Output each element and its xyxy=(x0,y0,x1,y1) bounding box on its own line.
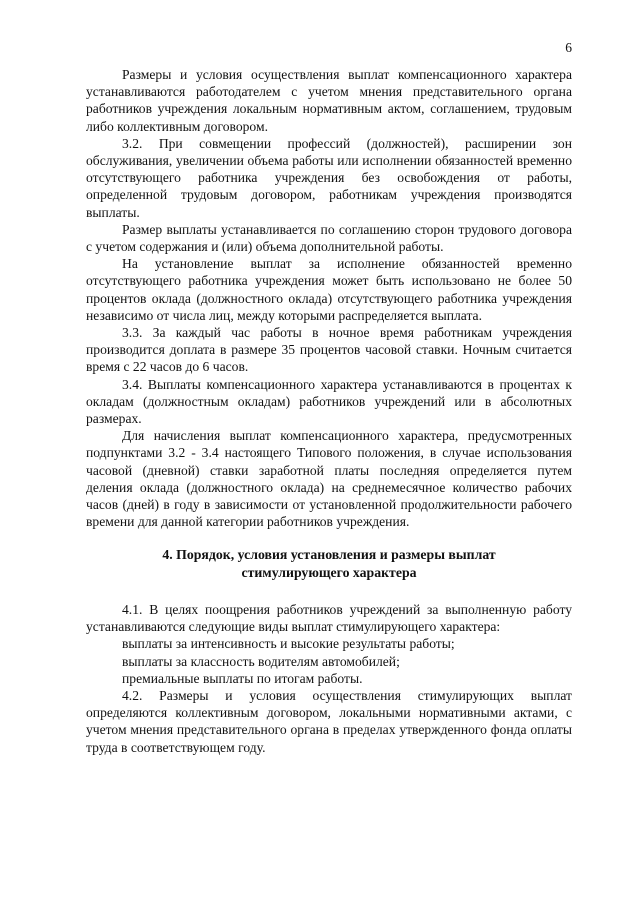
paragraph-payment-size: Размер выплаты устанавливается по соглашению сторон трудового договора с учетом содержания и (или) объема дополнительной работы. xyxy=(86,221,572,255)
paragraph-hourly-rate: Для начисления выплат компенсационного характера, предусмотренных подпунктами 3.2 - 3.4 настоящего Типового положения, в случае использования часовой (дневной) ставки заработной платы последняя определяется путем деления оклада (должностного оклада) на среднемесячное количество рабочих часов (дней) в году в зависимости от установленной продолжительности рабочего времени для данной категории работников учреждения. xyxy=(86,428,572,530)
paragraph-compensation-conditions: Размеры и условия осуществления выплат компенсационного характера устанавливаются работодателем с учетом мнения представительного органа работников учреждения локальным нормативным актом, соглашением, трудовым либо коллективным договором. xyxy=(86,67,572,134)
list-item-driver-class: выплаты за классность водителям автомобилей; xyxy=(122,653,400,669)
section-4-heading-line-1: 4. Порядок, условия установления и размеры выплат xyxy=(162,547,496,563)
paragraph-3-4: 3.4. Выплаты компенсационного характера устанавливаются в процентах к окладам (должностным окладам) работников учреждений или в абсолютных размерах. xyxy=(86,376,572,427)
section-4-heading xyxy=(86,546,572,580)
section-4-heading-line-2: стимулирующего характера xyxy=(241,564,417,580)
list-item-intensity: выплаты за интенсивность и высокие результаты работы; xyxy=(122,636,455,652)
paragraph-3-3: 3.3. За каждый час работы в ночное время работникам учреждения производится доплата в размере 35 процентов часовой ставки. Ночным считается время с 22 часов до 6 часов. xyxy=(86,325,572,375)
list-item-bonus: премиальные выплаты по итогам работы. xyxy=(122,670,363,686)
page-number: 6 xyxy=(565,40,572,55)
paragraph-3-2: 3.2. При совмещении профессий (должностей), расширении зон обслуживания, увеличении объема работы или исполнении обязанностей временно отсутствующего работника учреждения без освобождения от работы, определенной трудовым договором, работникам учреждения производятся выплаты. xyxy=(86,135,572,220)
paragraph-4-2: 4.2. Размеры и условия осуществления стимулирующих выплат определяются коллективным договором, локальными нормативными актами, с учетом мнения представительного органа в пределах утвержденного фонда оплаты труда в соответствующем году. xyxy=(86,687,572,755)
paragraph-4-1: 4.1. В целях поощрения работников учреждений за выполненную работу устанавливаются следующие виды выплат стимулирующего характера: xyxy=(86,601,572,635)
document-body xyxy=(86,66,572,756)
paragraph-absent-worker-limit: На установление выплат за исполнение обязанностей временно отсутствующего работника учреждения может быть использовано не более 50 процентов оклада (должностного оклада) отсутствующего работника учреждения независимо от числа лиц, между которыми распределяется выплата. xyxy=(86,256,572,323)
